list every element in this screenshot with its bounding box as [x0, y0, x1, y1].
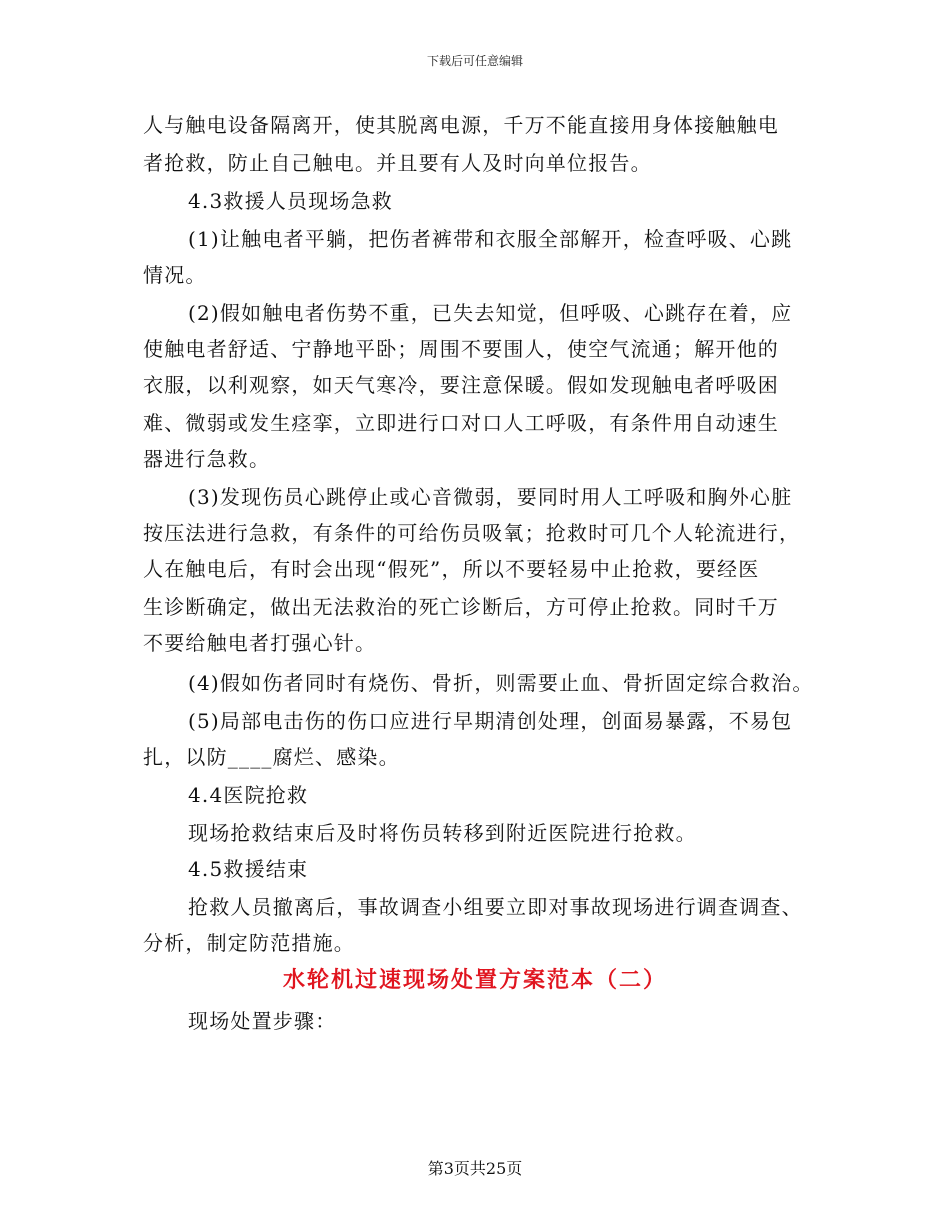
subsection-heading: 4.4医院抢救 — [188, 783, 309, 807]
body-line: 不要给触电者打强心针。 — [143, 631, 377, 655]
body-line: 抢救人员撤离后，事故调查小组要立即对事故现场进行调查调查、 — [188, 895, 803, 919]
body-line: 衣服，以利观察，如天气寒冷，要注意保暖。假如发现触电者呼吸困 — [143, 373, 779, 397]
body-line: 人与触电设备隔离开，使其脱离电源，千万不能直接用身体接触触电 — [143, 113, 779, 137]
body-line: (4)假如伤者同时有烧伤、骨折，则需要止血、骨折固定综合救治。 — [188, 671, 814, 695]
body-line: 现场抢救结束后及时将伤员转移到附近医院进行抢救。 — [188, 821, 697, 845]
body-line: 器进行急救。 — [143, 447, 271, 471]
body-line: (3)发现伤员心跳停止或心音微弱，要同时用人工呼吸和胸外心脏 — [188, 485, 793, 509]
section-title: 水轮机过速现场处置方案范本（二） — [282, 968, 667, 993]
body-line: 生诊断确定，做出无法救治的死亡诊断后，方可停止抢救。同时千万 — [143, 595, 779, 619]
page-header: 下载后可任意编辑 — [426, 54, 523, 68]
body-line: 按压法进行急救，有条件的可给伤员吸氧；抢救时可几个人轮流进行， — [143, 521, 801, 545]
body-line: 使触电者舒适、宁静地平卧；周围不要围人，使空气流通；解开他的 — [143, 337, 779, 361]
body-line: 现场处置步骤： — [188, 1009, 337, 1033]
body-line: (5)局部电击伤的伤口应进行早期清创处理，创面易暴露，不易包 — [188, 709, 793, 733]
body-line: 扎，以防____腐烂、感染。 — [143, 745, 400, 769]
body-line: (1)让触电者平躺，把伤者裤带和衣服全部解开，检查呼吸、心跳 — [188, 227, 793, 251]
body-line: (2)假如触电者伤势不重，已失去知觉，但呼吸、心跳存在着，应 — [188, 301, 793, 325]
body-line: 情况。 — [143, 263, 207, 287]
body-line: 者抢救，防止自己触电。并且要有人及时向单位报告。 — [143, 151, 652, 175]
subsection-heading: 4.5救援结束 — [188, 857, 309, 881]
page-footer: 第3页共25页 — [427, 1159, 523, 1178]
subsection-heading: 4.3救援人员现场急救 — [188, 189, 394, 213]
body-line: 分析，制定防范措施。 — [143, 931, 355, 955]
body-line: 难、微弱或发生痉挛，立即进行口对口人工呼吸，有条件用自动速生 — [143, 411, 779, 435]
body-line: 人在触电后，有时会出现“假死”，所以不要轻易中止抢救，要经医 — [143, 557, 760, 581]
